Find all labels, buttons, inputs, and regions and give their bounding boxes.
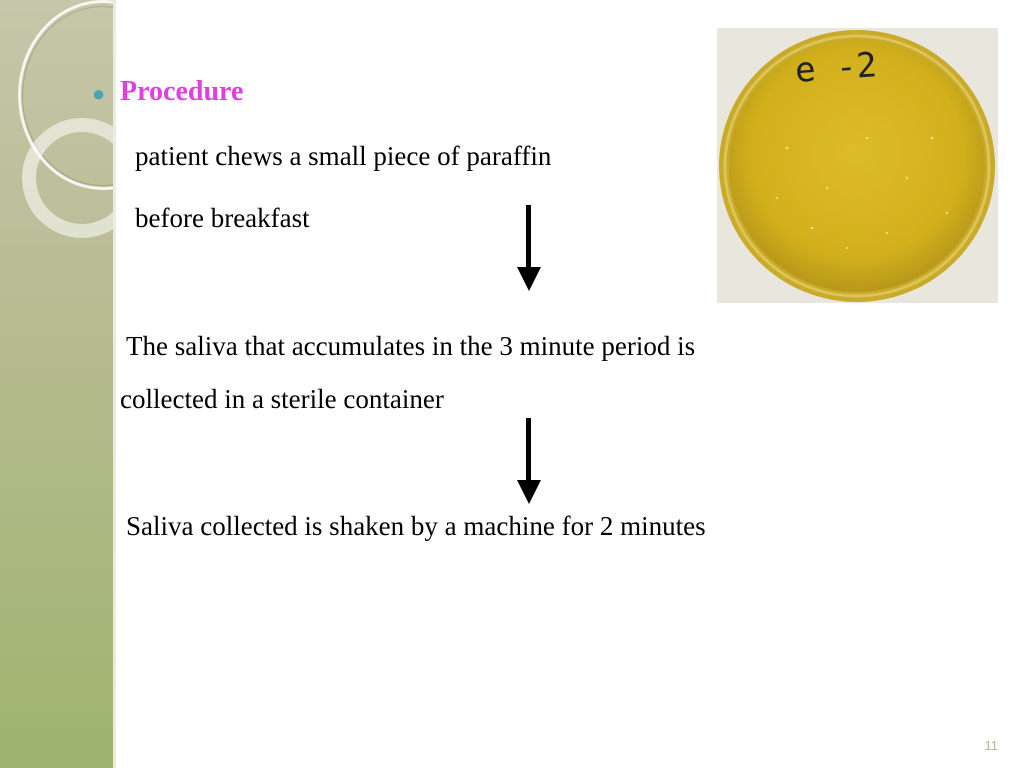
sidebar-divider: [113, 0, 116, 768]
plate-label: e -2: [793, 45, 879, 91]
procedure-line-4: collected in a sterile container: [120, 384, 444, 414]
down-arrow-icon: [516, 418, 542, 504]
culture-plate-photo: [717, 28, 998, 303]
procedure-line-2: before breakfast: [135, 203, 310, 233]
slide-heading: Procedure: [120, 76, 244, 107]
procedure-line-5: Saliva collected is shaken by a machine for 2 minutes: [126, 511, 706, 541]
procedure-line-1: patient chews a small piece of paraffin: [135, 141, 552, 171]
down-arrow-icon: [516, 205, 542, 293]
bullet-dot-icon: ●: [92, 81, 106, 106]
decorative-sidebar: [0, 0, 113, 768]
procedure-line-3: The saliva that accumulates in the 3 minute period is: [126, 331, 696, 361]
page-number: 11: [984, 738, 998, 753]
